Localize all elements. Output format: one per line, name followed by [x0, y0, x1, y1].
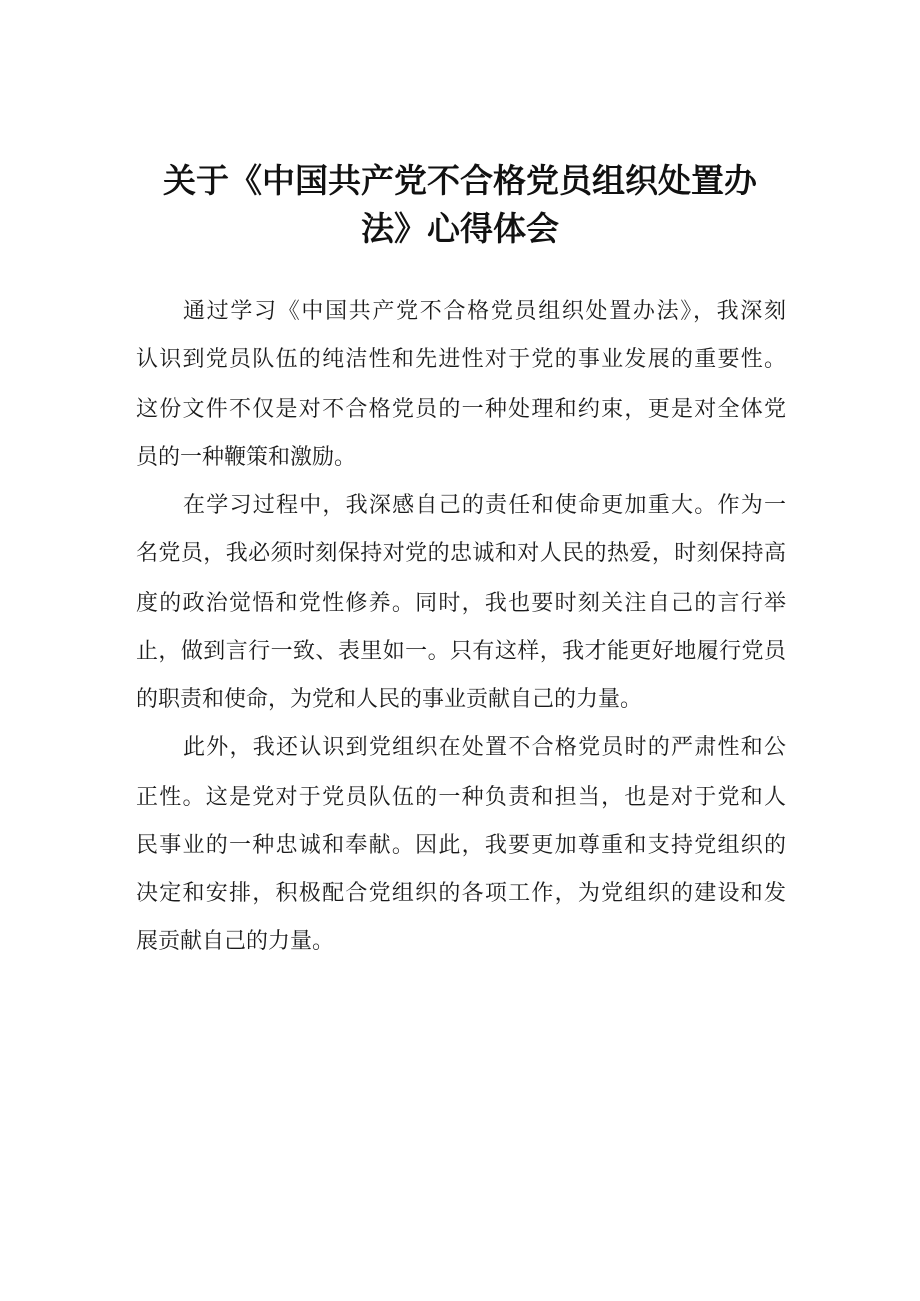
paragraph-line: 在学习过程中，我深感自己的责任和使命更加重大。作为一 [183, 493, 786, 518]
document-title-line-2: 法》心得体会 [361, 209, 559, 248]
paragraph-line: 此外，我还认识到党组织在处置不合格党员时的严肃性和公 [183, 735, 786, 760]
paragraph-line: 展贡献自己的力量。 [136, 929, 335, 954]
paragraph-line: 的职责和使命，为党和人民的事业贡献自己的力量。 [136, 687, 643, 712]
paragraph-line: 通过学习《中国共产党不合格党员组织处置办法》，我深刻 [183, 299, 786, 324]
paragraph-line: 名党员，我必须时刻保持对党的忠诚和对人民的热爱，时刻保持高 [136, 541, 786, 566]
paragraph-line: 度的政治觉悟和党性修养。同时，我也要时刻关注自己的言行举 [136, 591, 786, 616]
paragraph-line: 认识到党员队伍的纯洁性和先进性对于党的事业发展的重要性。 [136, 347, 786, 372]
paragraph-line: 止，做到言行一致、表里如一。只有这样，我才能更好地履行党员 [136, 639, 786, 664]
paragraph-line: 民事业的一种忠诚和奉献。因此，我要更加尊重和支持党组织的 [136, 833, 786, 858]
paragraph-line: 正性。这是党对于党员队伍的一种负责和担当，也是对于党和人 [136, 785, 786, 810]
paragraph-line: 这份文件不仅是对不合格党员的一种处理和约束，更是对全体党 [136, 397, 786, 422]
document-title-line-1: 关于《中国共产党不合格党员组织处置办 [163, 161, 757, 200]
paragraph-line: 员的一种鞭策和激励。 [136, 445, 357, 470]
paragraph-line: 决定和安排，积极配合党组织的各项工作，为党组织的建设和发 [136, 881, 786, 906]
